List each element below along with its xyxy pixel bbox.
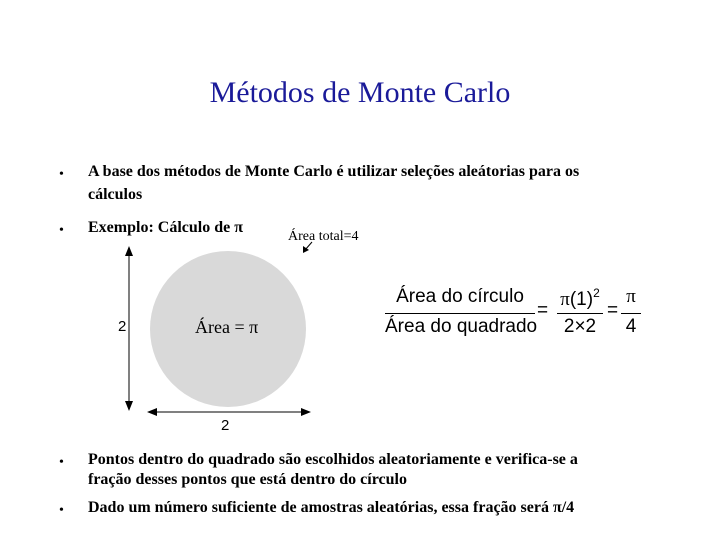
area-total-label: Área total=4 <box>288 229 359 244</box>
formula-mid-denominator: 2×2 <box>563 316 597 337</box>
bullet-text <box>88 450 578 490</box>
ratio-formula <box>385 282 645 346</box>
side-length-label-bottom: 2 <box>221 417 230 434</box>
bullet-marker: • <box>59 503 64 518</box>
formula-numerator: Área do círculo <box>396 286 524 307</box>
side-length-label-left: 2 <box>118 318 127 335</box>
formula-final-numerator: π <box>626 286 636 307</box>
slide-title: Métodos de Monte Carlo <box>209 76 511 109</box>
circle-area-label: Área = π <box>195 317 259 337</box>
bullet-text: Exemplo: Cálculo de π <box>88 219 243 236</box>
formula-mid-numerator <box>555 286 605 311</box>
equals-sign: = <box>607 300 619 321</box>
bullet-text-line: fração desses pontos que está dentro do círculo <box>88 471 407 488</box>
pi-symbol: π <box>560 289 570 310</box>
bullet-text-line: Pontos dentro do quadrado são escolhidos aleatoriamente e verifica-se a <box>88 451 578 468</box>
horizontal-double-arrow <box>147 408 311 416</box>
radius-term: (1) <box>569 289 594 310</box>
bullet-marker: • <box>59 167 64 182</box>
bullet-text-line: cálculos <box>88 186 143 203</box>
bullet-text: Dado um número suficiente de amostras aleatórias, essa fração será π/4 <box>88 499 575 516</box>
equals-sign: = <box>537 300 549 321</box>
bullet-marker: • <box>59 455 64 470</box>
exponent: 2 <box>593 286 600 300</box>
fraction-bar <box>557 313 603 314</box>
formula-final-denominator: 4 <box>625 316 637 337</box>
formula-denominator: Área do quadrado <box>385 316 538 337</box>
bullet-text-line: A base dos métodos de Monte Carlo é utilizar seleções aleátorias para os <box>88 163 580 180</box>
fraction-bar <box>621 313 641 314</box>
bullet-marker: • <box>59 223 64 238</box>
fraction-bar <box>385 313 535 314</box>
